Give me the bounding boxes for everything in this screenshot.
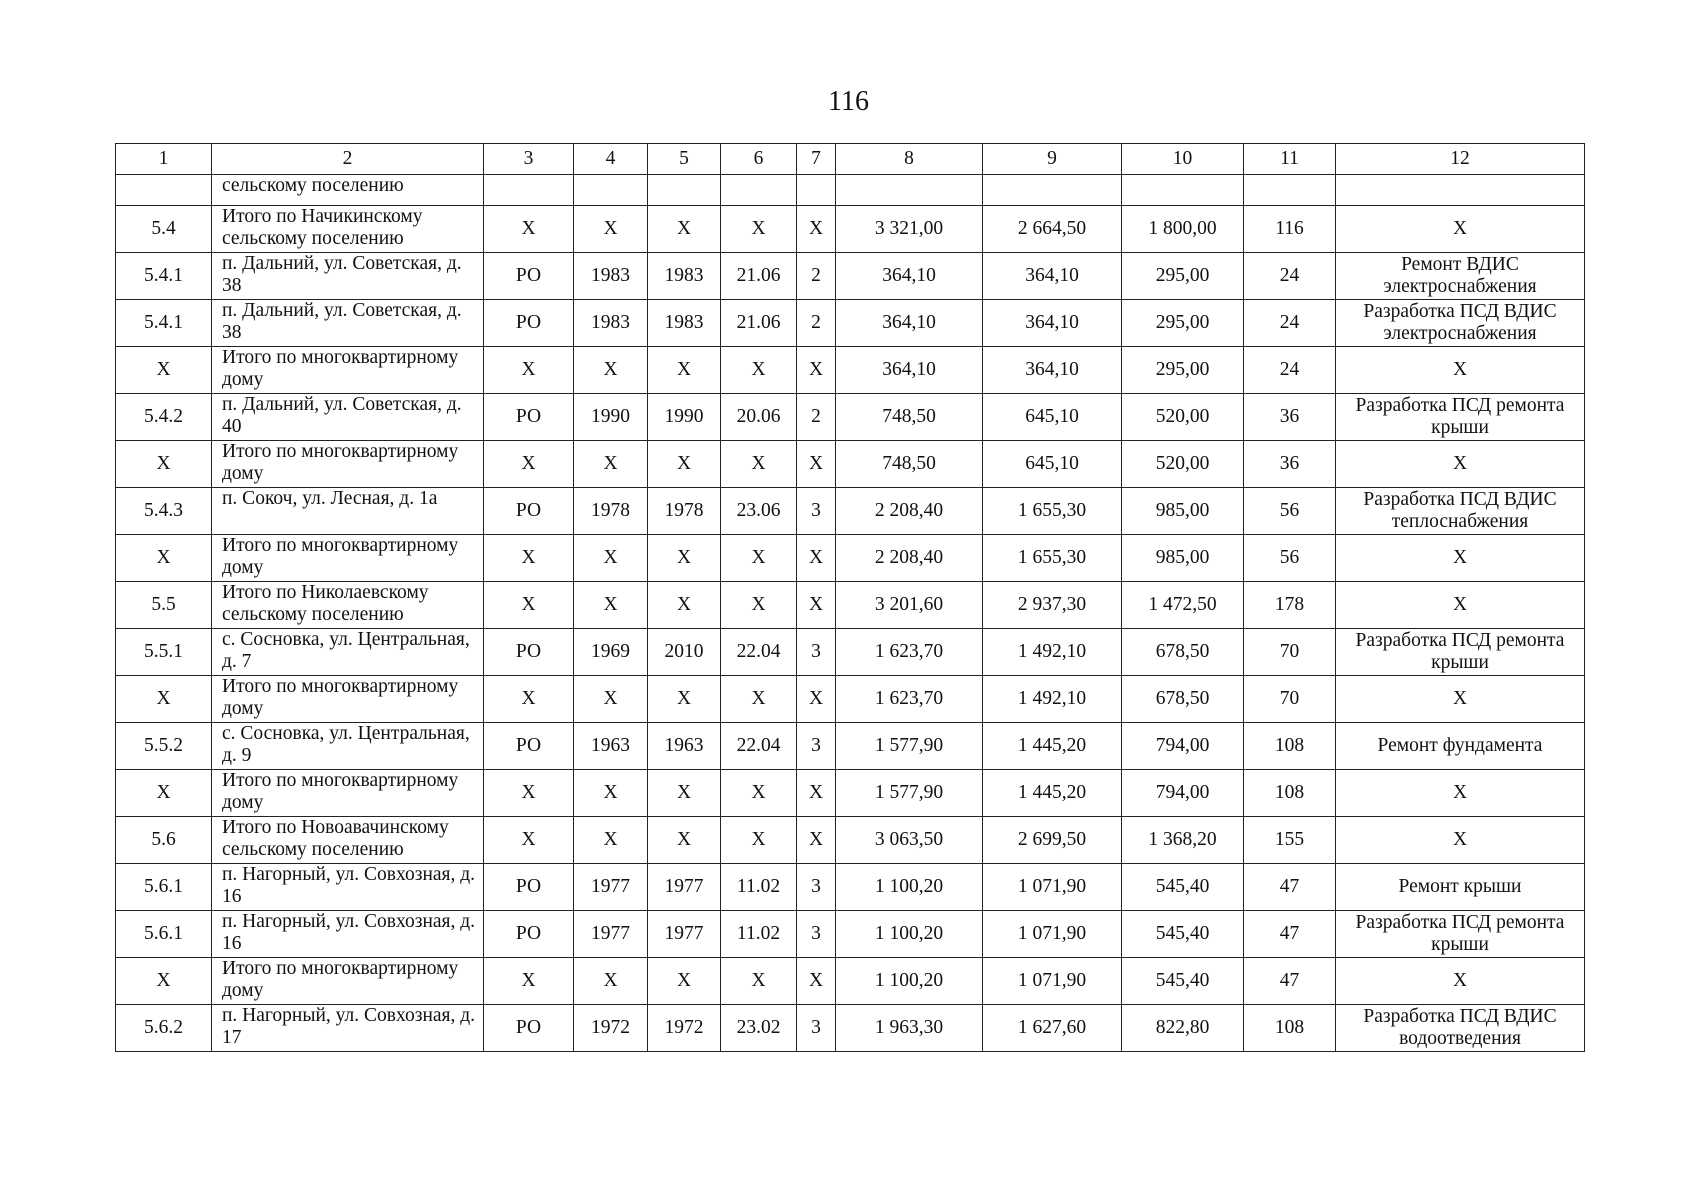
- table-cell: X: [1336, 347, 1585, 394]
- column-number-7: 7: [797, 144, 836, 175]
- table-cell: 364,10: [983, 300, 1122, 347]
- table-cell: 748,50: [836, 394, 983, 441]
- table-cell: X: [648, 441, 721, 488]
- table-cell: 1972: [648, 1005, 721, 1052]
- table-cell: X: [574, 206, 648, 253]
- table-cell: 2 664,50: [983, 206, 1122, 253]
- table-cell: 1 100,20: [836, 864, 983, 911]
- table-cell: 985,00: [1122, 535, 1244, 582]
- table-cell: [116, 175, 212, 206]
- table-cell: 3 201,60: [836, 582, 983, 629]
- table-cell: 1 071,90: [983, 864, 1122, 911]
- table-cell: X: [648, 206, 721, 253]
- table-cell: [721, 175, 797, 206]
- table-cell: X: [721, 347, 797, 394]
- table-cell: X: [648, 347, 721, 394]
- table-cell: 1978: [648, 488, 721, 535]
- table-cell: X: [116, 676, 212, 723]
- table-cell: 985,00: [1122, 488, 1244, 535]
- table-row: [116, 488, 1585, 535]
- table-cell: X: [1336, 958, 1585, 1005]
- page-number: 116: [828, 86, 869, 117]
- table-cell: 22.04: [721, 629, 797, 676]
- table-cell: X: [116, 770, 212, 817]
- table-cell: 56: [1244, 535, 1336, 582]
- table-row: [116, 582, 1585, 629]
- table-cell: 3: [797, 911, 836, 958]
- table-cell: X: [116, 535, 212, 582]
- table-cell: X: [648, 817, 721, 864]
- table-cell: 1990: [648, 394, 721, 441]
- column-number-12: 12: [1336, 144, 1585, 175]
- table-cell: 70: [1244, 629, 1336, 676]
- table-cell: Итого по многоквартирному дому: [212, 535, 484, 582]
- table-cell: X: [574, 582, 648, 629]
- table-cell: X: [484, 535, 574, 582]
- table-cell: п. Нагорный, ул. Совхозная, д. 17: [212, 1005, 484, 1052]
- table-cell: 520,00: [1122, 394, 1244, 441]
- table-cell: X: [797, 770, 836, 817]
- table-cell: 2 208,40: [836, 535, 983, 582]
- table-cell: X: [721, 206, 797, 253]
- table-cell: X: [1336, 441, 1585, 488]
- table-cell: Разработка ПСД ВДИС водоотведения: [1336, 1005, 1585, 1052]
- table-cell: п. Дальний, ул. Советская, д. 38: [212, 253, 484, 300]
- table-cell: 2010: [648, 629, 721, 676]
- table-cell: 364,10: [983, 253, 1122, 300]
- table-cell: 1983: [574, 300, 648, 347]
- table-cell: 3 063,50: [836, 817, 983, 864]
- table-cell: 794,00: [1122, 723, 1244, 770]
- table-cell: X: [1336, 817, 1585, 864]
- table-cell: X: [484, 817, 574, 864]
- table-cell: 1977: [574, 864, 648, 911]
- table-cell: [797, 175, 836, 206]
- table-cell: 21.06: [721, 253, 797, 300]
- table-cell: 364,10: [836, 347, 983, 394]
- table-cell: 56: [1244, 488, 1336, 535]
- table-cell: Разработка ПСД ремонта крыши: [1336, 629, 1585, 676]
- table-cell: [836, 175, 983, 206]
- table-cell: 364,10: [983, 347, 1122, 394]
- table-cell: 116: [1244, 206, 1336, 253]
- table-cell: 155: [1244, 817, 1336, 864]
- table-row: [116, 676, 1585, 723]
- column-number-11: 11: [1244, 144, 1336, 175]
- table-cell: 364,10: [836, 300, 983, 347]
- table-cell: 3 321,00: [836, 206, 983, 253]
- table-cell: X: [484, 206, 574, 253]
- table-cell: 1983: [648, 253, 721, 300]
- table-cell: 108: [1244, 770, 1336, 817]
- table-cell: РО: [484, 300, 574, 347]
- table-cell: Итого по Николаевскому сельскому поселению: [212, 582, 484, 629]
- column-number-5: 5: [648, 144, 721, 175]
- table-cell: 520,00: [1122, 441, 1244, 488]
- table-body: [116, 144, 1585, 1052]
- table-row: [116, 535, 1585, 582]
- table-cell: Итого по Начикинскому сельскому поселению: [212, 206, 484, 253]
- table-cell: 23.06: [721, 488, 797, 535]
- table-cell: 295,00: [1122, 347, 1244, 394]
- table-cell: 1963: [648, 723, 721, 770]
- table-cell: X: [648, 535, 721, 582]
- column-number-2: 2: [212, 144, 484, 175]
- table-cell: 1 100,20: [836, 958, 983, 1005]
- table-row: [116, 864, 1585, 911]
- table-cell: 1 577,90: [836, 723, 983, 770]
- table-cell: 3: [797, 864, 836, 911]
- table-cell: [484, 175, 574, 206]
- table-cell: Разработка ПСД ВДИС электроснабжения: [1336, 300, 1585, 347]
- table-cell: сельскому поселению: [212, 175, 484, 206]
- table-cell: 5.6: [116, 817, 212, 864]
- column-number-1: 1: [116, 144, 212, 175]
- table-cell: X: [484, 582, 574, 629]
- table-cell: X: [797, 347, 836, 394]
- table-cell: Разработка ПСД ремонта крыши: [1336, 911, 1585, 958]
- table-cell: РО: [484, 1005, 574, 1052]
- table-cell: 1972: [574, 1005, 648, 1052]
- table-cell: 822,80: [1122, 1005, 1244, 1052]
- table-row: [116, 817, 1585, 864]
- table-row: [116, 958, 1585, 1005]
- table-cell: X: [797, 676, 836, 723]
- table-cell: [983, 175, 1122, 206]
- table-cell: п. Нагорный, ул. Совхозная, д. 16: [212, 911, 484, 958]
- table-cell: 70: [1244, 676, 1336, 723]
- table-cell: X: [574, 817, 648, 864]
- table-cell: 5.6.1: [116, 911, 212, 958]
- column-number-9: 9: [983, 144, 1122, 175]
- table-cell: 1977: [574, 911, 648, 958]
- table-cell: [648, 175, 721, 206]
- table-cell: X: [721, 817, 797, 864]
- table-cell: X: [1336, 206, 1585, 253]
- column-number-3: 3: [484, 144, 574, 175]
- table-cell: X: [574, 441, 648, 488]
- table-cell: X: [484, 958, 574, 1005]
- table-cell: 1 472,50: [1122, 582, 1244, 629]
- table-row: [116, 253, 1585, 300]
- table-cell: Итого по многоквартирному дому: [212, 441, 484, 488]
- table-cell: 24: [1244, 300, 1336, 347]
- table-cell: с. Сосновка, ул. Центральная, д. 9: [212, 723, 484, 770]
- table-cell: 1983: [648, 300, 721, 347]
- table-cell: п. Дальний, ул. Советская, д. 38: [212, 300, 484, 347]
- table-cell: 2 208,40: [836, 488, 983, 535]
- table-cell: 2 937,30: [983, 582, 1122, 629]
- table-cell: 794,00: [1122, 770, 1244, 817]
- table-cell: 5.4.3: [116, 488, 212, 535]
- table-cell: 5.4: [116, 206, 212, 253]
- table-cell: п. Сокоч, ул. Лесная, д. 1а: [212, 488, 484, 535]
- table-cell: 5.4.2: [116, 394, 212, 441]
- column-number-10: 10: [1122, 144, 1244, 175]
- data-table: [115, 143, 1585, 1052]
- table-cell: 3: [797, 1005, 836, 1052]
- table-cell: X: [116, 347, 212, 394]
- column-number-row: [116, 144, 1585, 175]
- table-cell: 178: [1244, 582, 1336, 629]
- table-cell: 20.06: [721, 394, 797, 441]
- table-cell: 1 577,90: [836, 770, 983, 817]
- table-row: [116, 347, 1585, 394]
- table-cell: X: [1336, 770, 1585, 817]
- table-cell: Итого по многоквартирному дому: [212, 770, 484, 817]
- table-cell: РО: [484, 253, 574, 300]
- table-cell: X: [1336, 582, 1585, 629]
- table-cell: 1 492,10: [983, 676, 1122, 723]
- table-row: [116, 723, 1585, 770]
- table-cell: X: [484, 770, 574, 817]
- table-cell: [1122, 175, 1244, 206]
- table-cell: 5.5.1: [116, 629, 212, 676]
- column-number-4: 4: [574, 144, 648, 175]
- table-row: [116, 394, 1585, 441]
- column-number-8: 8: [836, 144, 983, 175]
- table-cell: X: [648, 770, 721, 817]
- table-cell: 1 071,90: [983, 911, 1122, 958]
- table-cell: X: [797, 206, 836, 253]
- table-row: [116, 206, 1585, 253]
- table-cell: 1977: [648, 911, 721, 958]
- table-cell: Ремонт фундамента: [1336, 723, 1585, 770]
- column-number-6: 6: [721, 144, 797, 175]
- table-cell: РО: [484, 723, 574, 770]
- table-cell: X: [648, 582, 721, 629]
- table-cell: 1 071,90: [983, 958, 1122, 1005]
- table-cell: 295,00: [1122, 253, 1244, 300]
- table-cell: X: [1336, 676, 1585, 723]
- table-cell: 1 800,00: [1122, 206, 1244, 253]
- table-cell: 1978: [574, 488, 648, 535]
- table-cell: X: [797, 582, 836, 629]
- table-cell: X: [721, 958, 797, 1005]
- table-cell: РО: [484, 911, 574, 958]
- table-cell: 22.04: [721, 723, 797, 770]
- table-cell: X: [574, 347, 648, 394]
- continued-row: [116, 175, 1585, 206]
- table-cell: X: [648, 676, 721, 723]
- table-cell: Итого по многоквартирному дому: [212, 347, 484, 394]
- table-cell: 108: [1244, 1005, 1336, 1052]
- table-cell: РО: [484, 864, 574, 911]
- table-cell: 2: [797, 253, 836, 300]
- table-cell: X: [797, 535, 836, 582]
- table-cell: 678,50: [1122, 629, 1244, 676]
- table-cell: 2 699,50: [983, 817, 1122, 864]
- table-cell: 1 445,20: [983, 770, 1122, 817]
- table-cell: 645,10: [983, 441, 1122, 488]
- table-cell: X: [484, 441, 574, 488]
- table-cell: X: [484, 676, 574, 723]
- table-cell: X: [1336, 535, 1585, 582]
- table-cell: X: [574, 770, 648, 817]
- table-cell: X: [484, 347, 574, 394]
- table-cell: РО: [484, 394, 574, 441]
- table-cell: 1 445,20: [983, 723, 1122, 770]
- table-row: [116, 911, 1585, 958]
- table-cell: 1983: [574, 253, 648, 300]
- table-cell: 5.4.1: [116, 253, 212, 300]
- table-cell: 545,40: [1122, 911, 1244, 958]
- table-cell: с. Сосновка, ул. Центральная, д. 7: [212, 629, 484, 676]
- table-cell: 11.02: [721, 864, 797, 911]
- table-cell: 1 627,60: [983, 1005, 1122, 1052]
- table-cell: 1 963,30: [836, 1005, 983, 1052]
- table-cell: X: [574, 676, 648, 723]
- table-cell: X: [648, 958, 721, 1005]
- table-cell: Разработка ПСД ВДИС теплоснабжения: [1336, 488, 1585, 535]
- table-cell: 21.06: [721, 300, 797, 347]
- table-cell: 545,40: [1122, 864, 1244, 911]
- table-cell: X: [574, 958, 648, 1005]
- table-cell: 3: [797, 629, 836, 676]
- table-cell: X: [116, 958, 212, 1005]
- table-cell: 47: [1244, 958, 1336, 1005]
- table-cell: 678,50: [1122, 676, 1244, 723]
- table-cell: 1990: [574, 394, 648, 441]
- table-cell: X: [721, 535, 797, 582]
- table-cell: 1 100,20: [836, 911, 983, 958]
- table-cell: 5.5.2: [116, 723, 212, 770]
- table-cell: 5.4.1: [116, 300, 212, 347]
- table-cell: Итого по Новоавачинскому сельскому поселению: [212, 817, 484, 864]
- table-cell: Итого по многоквартирному дому: [212, 676, 484, 723]
- table-cell: 47: [1244, 864, 1336, 911]
- table-cell: Ремонт ВДИС электроснабжения: [1336, 253, 1585, 300]
- table-cell: п. Нагорный, ул. Совхозная, д. 16: [212, 864, 484, 911]
- table-cell: 1969: [574, 629, 648, 676]
- table-cell: 295,00: [1122, 300, 1244, 347]
- table-cell: X: [721, 441, 797, 488]
- table-cell: 47: [1244, 911, 1336, 958]
- table-cell: 364,10: [836, 253, 983, 300]
- table-cell: X: [574, 535, 648, 582]
- table-cell: 1977: [648, 864, 721, 911]
- table-cell: 5.6.1: [116, 864, 212, 911]
- table-cell: Ремонт крыши: [1336, 864, 1585, 911]
- table-cell: 108: [1244, 723, 1336, 770]
- table-cell: [574, 175, 648, 206]
- table-cell: 11.02: [721, 911, 797, 958]
- table-cell: Разработка ПСД ремонта крыши: [1336, 394, 1585, 441]
- table-row: [116, 770, 1585, 817]
- table-row: [116, 629, 1585, 676]
- table-cell: 3: [797, 488, 836, 535]
- table-row: [116, 300, 1585, 347]
- table-cell: 5.5: [116, 582, 212, 629]
- table-cell: 645,10: [983, 394, 1122, 441]
- table-cell: РО: [484, 629, 574, 676]
- table-cell: [1244, 175, 1336, 206]
- table-cell: 36: [1244, 394, 1336, 441]
- table-cell: [1336, 175, 1585, 206]
- table-cell: 36: [1244, 441, 1336, 488]
- table-cell: X: [797, 817, 836, 864]
- table-cell: 24: [1244, 347, 1336, 394]
- table-cell: 1 492,10: [983, 629, 1122, 676]
- table-cell: 1 655,30: [983, 535, 1122, 582]
- table-cell: 1 623,70: [836, 629, 983, 676]
- table-cell: 748,50: [836, 441, 983, 488]
- table-row: [116, 1005, 1585, 1052]
- table-cell: 24: [1244, 253, 1336, 300]
- table-cell: 2: [797, 300, 836, 347]
- table-row: [116, 441, 1585, 488]
- table-cell: 1 623,70: [836, 676, 983, 723]
- table-cell: X: [721, 582, 797, 629]
- table-cell: 2: [797, 394, 836, 441]
- table-cell: X: [797, 441, 836, 488]
- table-cell: X: [797, 958, 836, 1005]
- table-cell: РО: [484, 488, 574, 535]
- table-cell: Итого по многоквартирному дому: [212, 958, 484, 1005]
- table-cell: 545,40: [1122, 958, 1244, 1005]
- table-cell: X: [721, 770, 797, 817]
- table-cell: 5.6.2: [116, 1005, 212, 1052]
- table-cell: п. Дальний, ул. Советская, д. 40: [212, 394, 484, 441]
- table-cell: 3: [797, 723, 836, 770]
- table-cell: 1963: [574, 723, 648, 770]
- table-cell: 23.02: [721, 1005, 797, 1052]
- table-cell: 1 655,30: [983, 488, 1122, 535]
- table-cell: X: [116, 441, 212, 488]
- table-cell: 1 368,20: [1122, 817, 1244, 864]
- table-cell: X: [721, 676, 797, 723]
